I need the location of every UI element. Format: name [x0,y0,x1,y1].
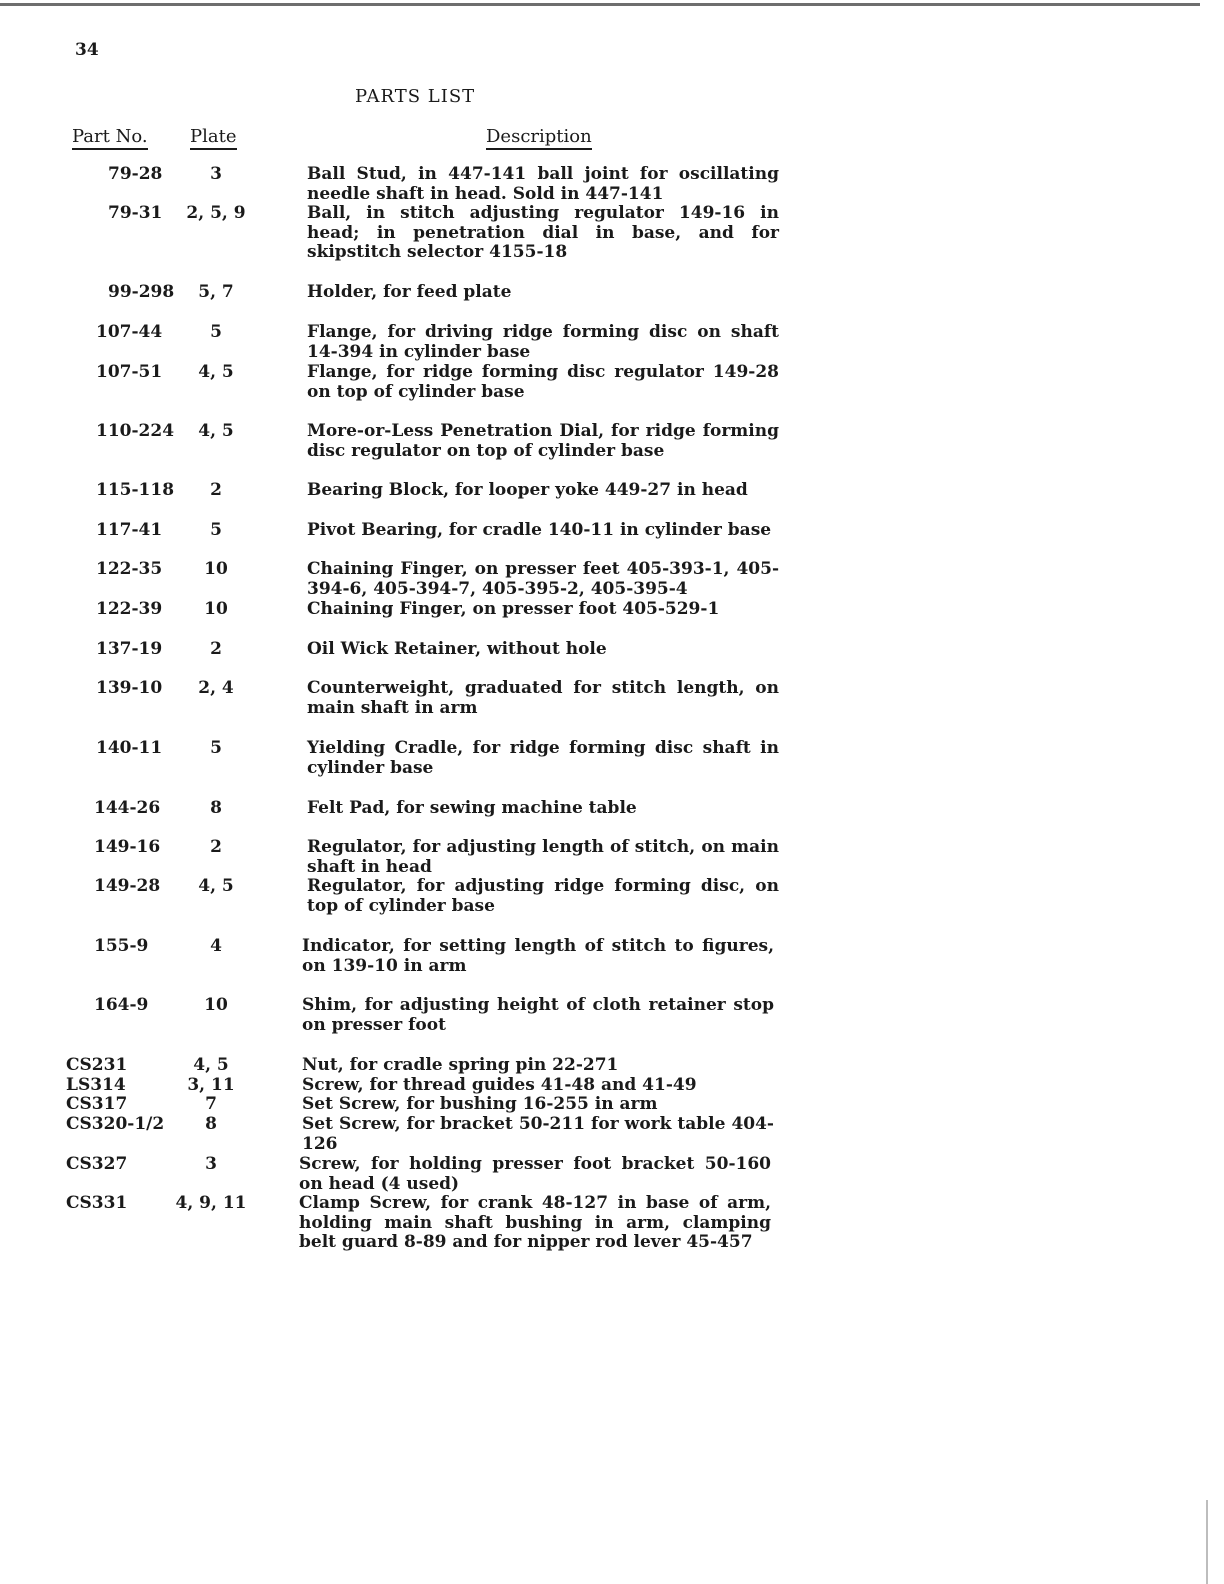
part-number: 144-26 [94,798,161,818]
part-number: 107-51 [96,362,163,382]
column-header-description: Description [486,126,592,150]
part-number: CS320-1/2 [66,1114,165,1134]
part-description: Chaining Finger, on presser foot 405-529-1 [307,599,720,619]
plate-number: 4, 9, 11 [175,1193,247,1213]
part-number: 79-28 [108,164,163,184]
part-description: Oil Wick Retainer, without hole [307,639,607,659]
page-title: PARTS LIST [355,86,476,107]
part-description: Felt Pad, for sewing machine table [307,798,637,818]
part-description: Clamp Screw, for crank 48-127 in base of arm, holding main shaft bushing in arm, clamping belt guard 8-89 and for nipper rod lever 45-457 [299,1193,771,1253]
plate-number: 3 [210,164,222,184]
part-description: Screw, for holding presser foot bracket 50-160 on head (4 used) [299,1154,771,1194]
plate-number: 8 [205,1114,217,1134]
part-description: Ball Stud, in 447-141 ball joint for oscillating needle shaft in head. Sold in 447-141 [307,164,779,204]
part-description: Ball, in stitch adjusting regulator 149-16 in head; in penetration dial in base, and for skipstitch selector 4155-18 [307,203,779,263]
part-number: 99-298 [108,282,175,302]
part-description: Flange, for driving ridge forming disc on shaft 14-394 in cylinder base [307,322,779,362]
part-number: CS331 [66,1193,128,1213]
plate-number: 2, 5, 9 [186,203,246,223]
part-description: Set Screw, for bracket 50-211 for work table 404-126 [302,1114,774,1154]
part-number: LS314 [66,1075,126,1095]
part-description: Set Screw, for bushing 16-255 in arm [302,1094,658,1114]
part-number: 155-9 [94,936,149,956]
part-number: 79-31 [108,203,163,223]
part-number: 122-39 [96,599,163,619]
part-number: 164-9 [94,995,149,1015]
part-number: 115-118 [96,480,175,500]
plate-number: 4 [210,936,222,956]
plate-number: 2 [210,480,222,500]
plate-number: 4, 5 [198,876,234,896]
column-header-part-no: Part No. [72,126,148,150]
plate-number: 10 [204,559,228,579]
part-number: 107-44 [96,322,163,342]
plate-number: 2 [210,837,222,857]
part-description: Shim, for adjusting height of cloth retainer stop on presser foot [302,995,774,1035]
part-number: 137-19 [96,639,163,659]
plate-number: 5 [210,520,222,540]
part-description: Screw, for thread guides 41-48 and 41-49 [302,1075,697,1095]
page-number: 34 [75,40,99,60]
part-number: CS317 [66,1094,128,1114]
part-description: Regulator, for adjusting ridge forming disc, on top of cylinder base [307,876,779,916]
plate-number: 5 [210,738,222,758]
plate-number: 4, 5 [198,362,234,382]
part-description: Chaining Finger, on presser feet 405-393-1, 405-394-6, 405-394-7, 405-395-2, 405-395-4 [307,559,779,599]
part-description: Bearing Block, for looper yoke 449-27 in head [307,480,748,500]
part-number: 149-16 [94,837,161,857]
plate-number: 3, 11 [187,1075,235,1095]
part-number: 149-28 [94,876,161,896]
part-description: Pivot Bearing, for cradle 140-11 in cylinder base [307,520,772,540]
part-number: 110-224 [96,421,175,441]
part-description: Yielding Cradle, for ridge forming disc shaft in cylinder base [307,738,779,778]
part-number: 139-10 [96,678,163,698]
plate-number: 4, 5 [198,421,234,441]
part-number: 140-11 [96,738,163,758]
plate-number: 2 [210,639,222,659]
part-description: Flange, for ridge forming disc regulator 149-28 on top of cylinder base [307,362,779,402]
plate-number: 5 [210,322,222,342]
plate-number: 10 [204,599,228,619]
part-number: CS327 [66,1154,128,1174]
plate-number: 7 [205,1094,217,1114]
part-description: Holder, for feed plate [307,282,512,302]
part-description: Regulator, for adjusting length of stitch, on main shaft in head [307,837,779,877]
plate-number: 2, 4 [198,678,234,698]
part-description: Indicator, for setting length of stitch to figures, on 139-10 in arm [302,936,774,976]
part-number: CS231 [66,1055,128,1075]
part-number: 122-35 [96,559,163,579]
part-description: Counterweight, graduated for stitch length, on main shaft in arm [307,678,779,718]
part-description: Nut, for cradle spring pin 22-271 [302,1055,619,1075]
part-number: 117-41 [96,520,163,540]
plate-number: 4, 5 [193,1055,229,1075]
plate-number: 8 [210,798,222,818]
part-description: More-or-Less Penetration Dial, for ridge forming disc regulator on top of cylinder base [307,421,779,461]
plate-number: 10 [204,995,228,1015]
column-header-plate: Plate [190,126,237,150]
plate-number: 3 [205,1154,217,1174]
plate-number: 5, 7 [198,282,234,302]
